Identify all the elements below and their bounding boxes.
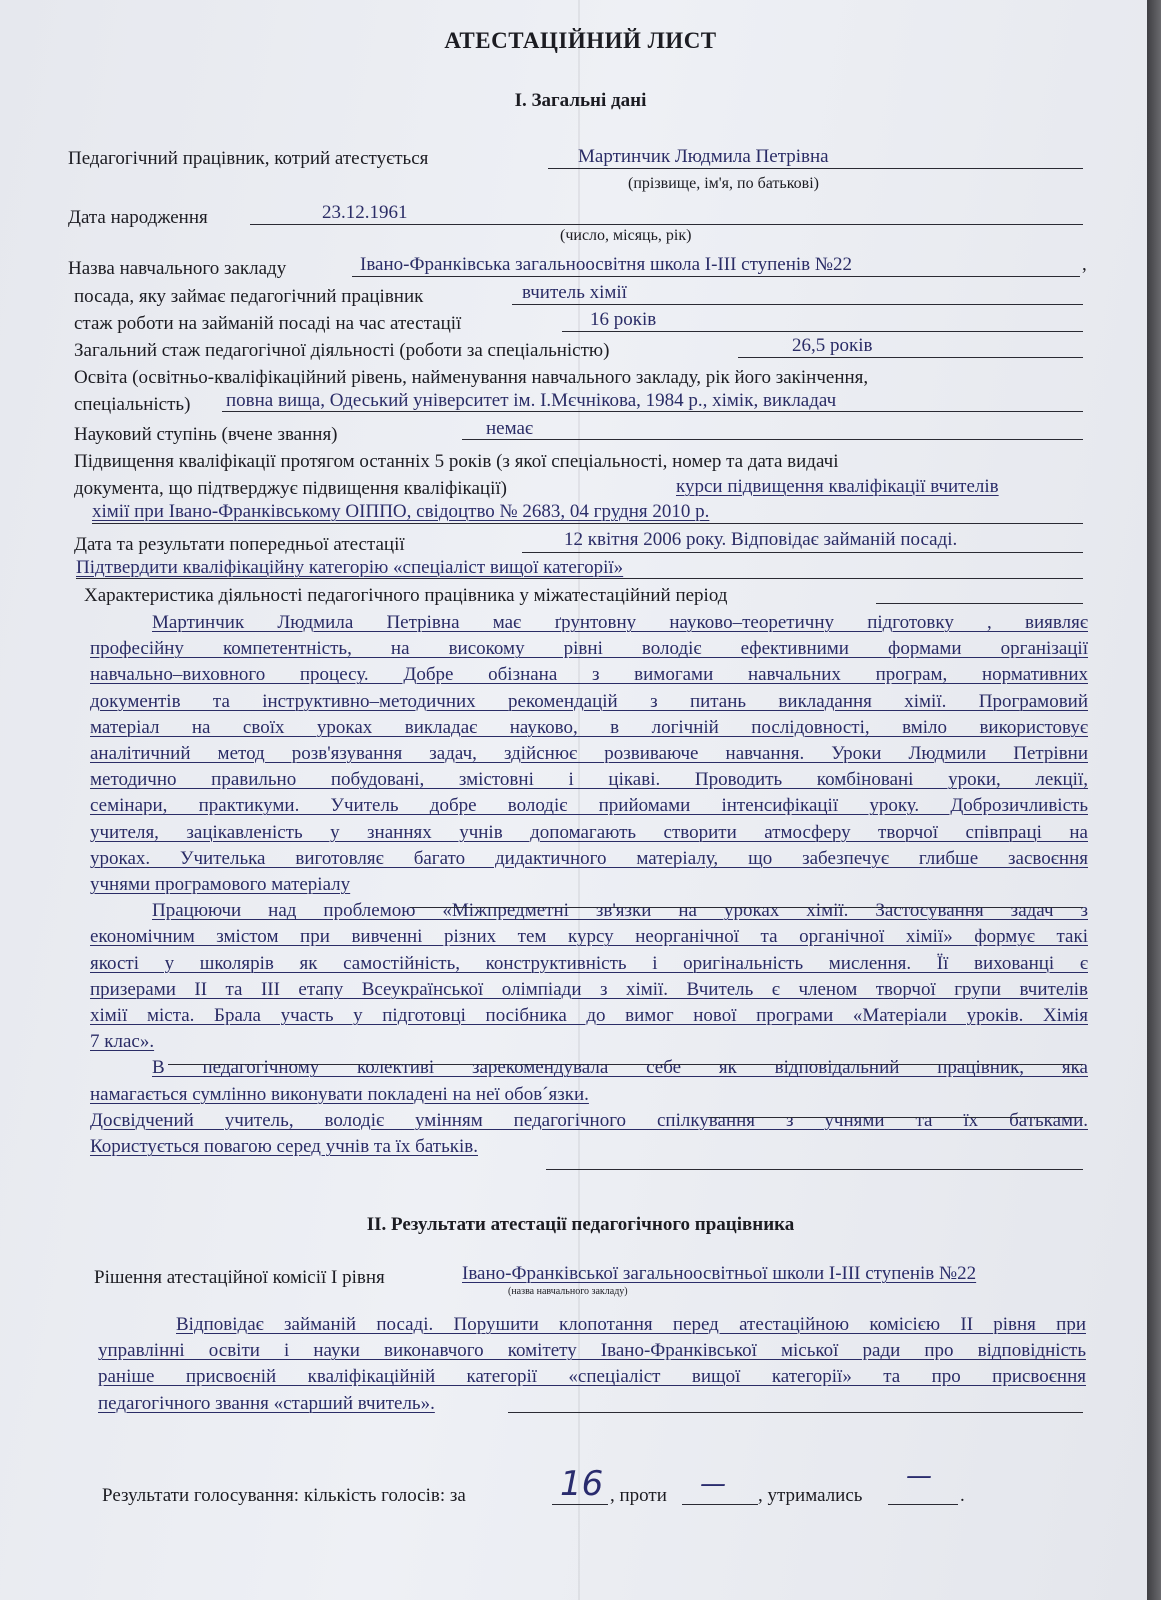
characteristic-end-rule-1 [410, 907, 1083, 908]
birth-value: 23.12.1961 [322, 202, 408, 223]
vote-for-rule [552, 1504, 608, 1505]
vote-against-value: — [700, 1469, 726, 1499]
total-experience-rule [738, 357, 1083, 358]
training-label-1: Підвищення кваліфікації протягом останніх 5 років (з якої спеціальності, номер та дата видачі [74, 451, 839, 472]
characteristic-line: аналітичний метод розв'язування задач, здійснює розвиваюче навчання. Уроки Людмили Петрівни [90, 743, 1088, 765]
decision-end-rule [508, 1412, 1083, 1413]
vote-abstain-rule [888, 1504, 958, 1505]
training-value-1: курси підвищення кваліфікації вчителів [676, 476, 999, 497]
worker-value: Мартинчик Людмила Петрівна [578, 146, 829, 167]
characteristic-line: уроках. Учителька виготовляє багато дидактичного матеріалу, що забезпечує глибше засвоєння [90, 847, 1088, 869]
prev-attestation-value-1: 12 квітня 2006 року. Відповідає займаній посаді. [564, 529, 958, 550]
characteristic-line: призерами ІІ та ІІІ етапу Всеукраїнської олімпіади з хімії. Вчитель є членом творчої групи вчителів [90, 978, 1088, 1000]
characteristic-end-rule-4 [546, 1169, 1083, 1170]
document-title: АТЕСТАЦІЙНИЙ ЛИСТ [444, 28, 717, 53]
prev-attestation-rule [522, 552, 1083, 553]
birth-caption: (число, місяць, рік) [560, 227, 692, 244]
characteristic-text [90, 610, 1088, 1160]
school-label: Назва навчального закладу [68, 258, 287, 279]
characteristic-line: хімії міста. Брала участь у підготовці посібника до вимог нової програми «Матеріали уроків. Хімія [90, 1005, 1088, 1027]
training-label-2: документа, що підтверджує підвищення кваліфікації) [74, 478, 507, 499]
characteristic-line: Працюючи над проблемою «Міжпредметні зв'язки на уроках хімії. Застосування задач з [152, 900, 1088, 922]
education-label-1: Освіта (освітньо-кваліфікаційний рівень, найменування навчального закладу, рік його закінчення, [74, 367, 869, 388]
worker-caption: (прізвище, ім'я, по батькові) [628, 175, 819, 192]
section-1-heading: І. Загальні дані [514, 90, 647, 111]
characteristic-line: якості у школярів як самостійність, конструктивність і оригінальність мислення. Її вихованці є [90, 952, 1088, 974]
characteristic-line: семінари, практикуми. Учитель добре володіє прийомами інтенсифікації уроку. Доброзичливість [90, 795, 1088, 817]
school-value: Івано-Франківська загальноосвітня школа І-ІІІ ступенів №22 [360, 254, 853, 275]
characteristic-line: навчально–виховного процесу. Добре обізнана з вимогами навчальних програм, нормативних [90, 664, 1088, 686]
vote-abstain-label: , утримались [758, 1485, 863, 1506]
decision-school: Івано-Франківської загальноосвітньої школи І-ІІІ ступенів №22 [462, 1263, 977, 1284]
page-edge-shadow [1147, 0, 1161, 1600]
education-value: повна вища, Одеський університет ім. І.Мєчнікова, 1984 р., хімік, викладач [226, 390, 837, 411]
characteristic-line: економічним змістом при вивченні різних тем курсу неорганічної та органічної хімії» формує такі [90, 926, 1088, 948]
characteristic-line: матеріал на своїх уроках викладає науково, в логічній послідовності, вміло використовує [90, 716, 1088, 738]
training-value-2: хімії при Івано-Франківському ОІППО, свідоцтво № 2683, 04 грудня 2010 р. [92, 501, 710, 522]
vote-for-value: 16 [560, 1464, 604, 1504]
decision-line: педагогічного звання «старший вчитель». [98, 1392, 435, 1414]
degree-rule [462, 439, 1083, 440]
characteristic-line: В педагогічному колективі зарекомендувала себе як відповідальний працівник, яка [152, 1057, 1088, 1079]
degree-label: Науковий ступінь (вчене звання) [74, 424, 338, 445]
characteristic-line: Досвідчений учитель, володіє умінням педагогічного спілкування з учнями та їх батьками. [90, 1109, 1088, 1131]
worker-label: Педагогічний працівник, котрий атестується [68, 148, 429, 169]
position-label: посада, яку займає педагогічний працівник [74, 286, 424, 307]
prev-attestation-label: Дата та результати попередньої атестації [74, 534, 405, 555]
vote-label: Результати голосування: кількість голосів: за [102, 1485, 466, 1506]
characteristic-line: учнями програмового матеріалу [90, 874, 351, 896]
prev-attestation-rule-2 [76, 578, 1083, 579]
characteristic-label: Характеристика діяльності педагогічного працівника у міжатестаційний період [84, 585, 728, 606]
characteristic-line: Користується повагою серед учнів та їх батьків. [90, 1136, 478, 1158]
section-2-heading: ІІ. Результати атестації педагогічного працівника [366, 1214, 795, 1235]
birth-label: Дата народження [68, 207, 208, 228]
characteristic-line: документів та інструктивно–методичних рекомендацій з питань викладання хімії. Програмовий [90, 690, 1088, 712]
characteristic-rule [876, 603, 1083, 604]
vote-against-rule [682, 1504, 758, 1505]
characteristic-end-rule-3 [708, 1117, 1083, 1118]
decision-line: управлінні освіти і науки виконавчого комітету Івано-Франківської міської ради про відповідність [98, 1340, 1086, 1362]
decision-line: Відповідає займаній посаді. Порушити клопотання перед атестаційною комісією ІІ рівня при [176, 1314, 1086, 1335]
degree-value: немає [486, 418, 534, 439]
characteristic-end-rule-2 [168, 1064, 1083, 1065]
decision-text [98, 1312, 1086, 1417]
school-comma: , [1082, 254, 1087, 275]
characteristic-line: методично правильно побудовані, змістовні і цікаві. Проводить комбіновані уроки, лекції, [90, 769, 1088, 791]
decision-label: Рішення атестаційної комісії І рівня [94, 1267, 385, 1288]
vote-against-label: , проти [610, 1485, 667, 1506]
characteristic-line: намагається сумлінно виконувати покладені на неї обов´язки. [90, 1083, 589, 1105]
experience-label: стаж роботи на займаній посаді на час атестації [74, 313, 462, 334]
decision-caption: (назва навчального закладу) [508, 1286, 628, 1297]
characteristic-line: учителя, зацікавленість у знаннях учнів допомагають створити атмосферу творчої співпраці на [90, 821, 1088, 843]
vote-end-period: . [960, 1485, 965, 1506]
total-experience-value: 26,5 років [792, 335, 873, 356]
position-value: вчитель хімії [522, 282, 627, 303]
characteristic-line: 7 клас». [90, 1031, 155, 1053]
vote-abstain-value: — [906, 1461, 932, 1491]
prev-attestation-value-2: Підтвердити кваліфікаційну категорію «спеціаліст вищої категорії» [76, 557, 624, 578]
experience-value: 16 років [590, 309, 657, 330]
characteristic-line: професійну компетентність, на високому рівні володіє ефективними формами організації [90, 638, 1088, 660]
decision-line: раніше присвоєній кваліфікаційній категорії «спеціаліст вищої категорії» та про присвоєння [98, 1366, 1086, 1388]
training-rule [92, 523, 1083, 524]
education-label-2: спеціальність) [74, 394, 191, 415]
total-experience-label: Загальний стаж педагогічної діяльності (роботи за спеціальністю) [74, 340, 610, 361]
characteristic-line: Мартинчик Людмила Петрівна має ґрунтовну науково–теоретичну підготовку , виявляє [152, 612, 1088, 633]
